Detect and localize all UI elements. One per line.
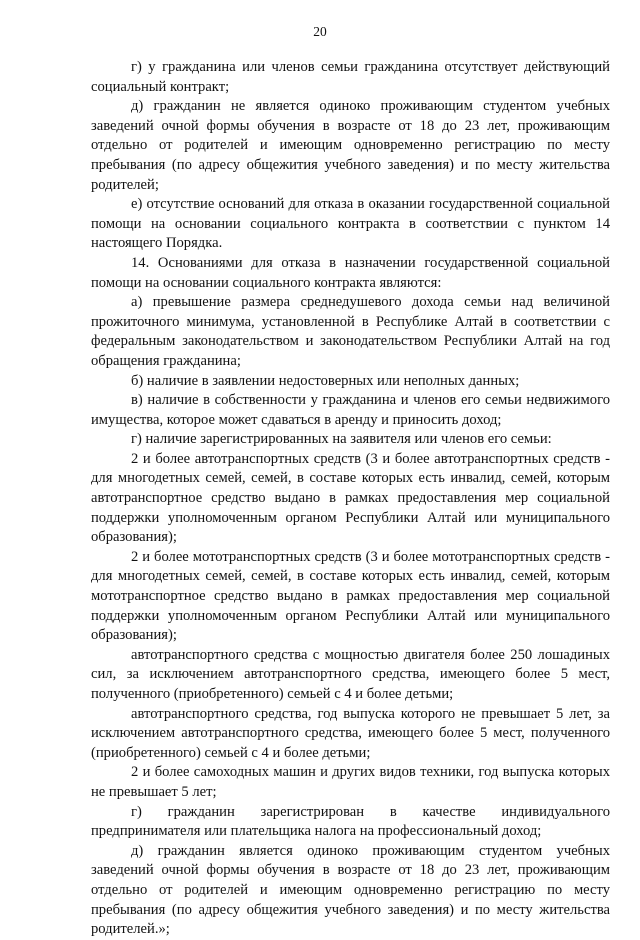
- paragraph-g-registered-vehicles: г) наличие зарегистрированных на заявителя или членов его семьи:: [131, 431, 552, 448]
- paragraph-14-refusal-grounds: 14. Основаниями для отказа в назначении государственной социальной помощи на основании социального контракта являются:: [91, 254, 610, 291]
- page-number: 20: [313, 24, 327, 39]
- paragraph-b-false-data: б) наличие в заявлении недостоверных или неполных данных;: [131, 372, 520, 389]
- paragraph-a-income-excess: а) превышение размера среднедушевого дохода семьи над величиной прожиточного минимума, установленной в Республике Алтай в соответствии с федеральным законодательством и законодательством Республики Алтай на год обращения гражданина;: [91, 294, 610, 369]
- paragraph-e-no-refusal-grounds: е) отсутствие оснований для отказа в оказании государственной социальной помощи на основании социального контракта в соответствии с пунктом 14 настоящего Порядка.: [91, 196, 610, 252]
- paragraph-self-propelled-machines: 2 и более самоходных машин и других видов техники, год выпуска которых не превышает 5 лет;: [91, 764, 610, 800]
- paragraph-g-entrepreneur: г) гражданин зарегистрирован в качестве индивидуального предпринимателя или плательщика налога на профессиональный доход;: [91, 803, 610, 840]
- paragraph-vehicle-under-5-years: автотранспортного средства, год выпуска которого не превышает 5 лет, за исключением автотранспортного средства, имеющего более 5 мест, полученного (приобретенного) семьей с 4 и более детьми;: [91, 705, 610, 761]
- paragraph-d-is-student: д) гражданин является одиноко проживающим студентом учебных заведений очной формы обучения в возрасте от 18 до 23 лет, проживающим отдельно от родителей и имеющим одновременно регистрацию по месту пребывания (по адресу общежития учебного заведения) и по месту жительства родителей.»;: [91, 842, 610, 938]
- paragraph-d-not-student: д) гражданин не является одиноко проживающим студентом учебных заведений очной формы обучения в возрасте от 18 до 23 лет, проживающим отдельно от родителей и имеющим одновременно регистрацию по месту пребывания (по адресу общежития учебного заведения) и по месту жительства родителей;: [91, 98, 610, 193]
- paragraph-v-real-estate: в) наличие в собственности у гражданина и членов его семьи недвижимого имущества, которое может сдаваться в аренду и приносить доход;: [91, 392, 610, 428]
- paragraph-g-no-contract: г) у гражданина или членов семьи гражданина отсутствует действующий социальный контракт;: [91, 59, 610, 95]
- document-body: [91, 58, 610, 940]
- paragraph-vehicles-two-or-more: 2 и более автотранспортных средств (3 и более автотранспортных средств - для многодетных семей, семей, в составе которых есть инвалид, семей, которым автотранспортное средство выдано в рамках предоставления мер социальной поддержки уполномоченным органом Республики Алтай или муниципального образования);: [91, 450, 610, 546]
- paragraph-vehicle-250-hp: автотранспортного средства с мощностью двигателя более 250 лошадиных сил, за исключением автотранспортного средства, имеющего более 5 мест, полученного (приобретенного) семьей с 4 и более детьми;: [91, 646, 610, 702]
- paragraph-motorcycles-two-or-more: 2 и более мототранспортных средств (3 и более мототранспортных средств - для многодетных семей, семей, в составе которых есть инвалид, семей, которым мототранспортное средство выдано в рамках предоставления мер социальной поддержки уполномоченным органом Республики Алтай или муниципального образования);: [91, 548, 610, 644]
